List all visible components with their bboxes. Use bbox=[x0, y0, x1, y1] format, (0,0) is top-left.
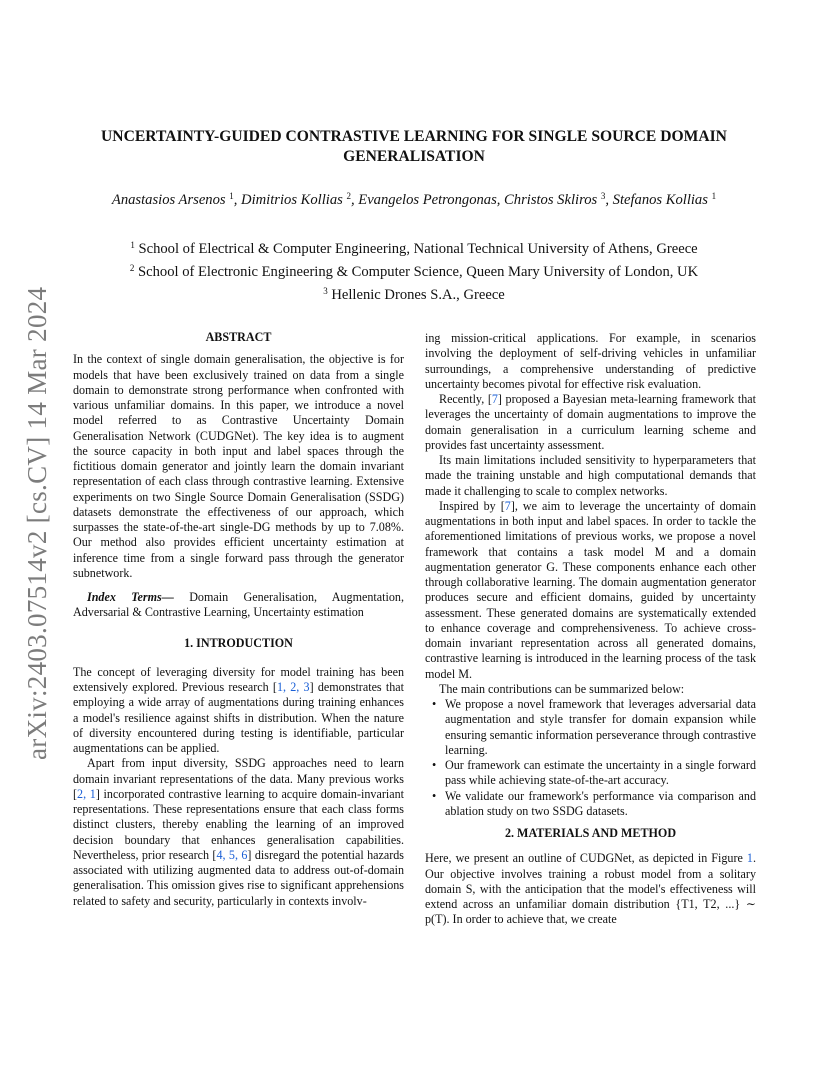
text-run: ] demonstrates that employing a wide array of augmentations during training enhances a model's resilience against shifts in distribution. When the nature of diversity encountered during testing is identifiable, particular augmentations can be applied. bbox=[73, 680, 404, 755]
paper-title bbox=[60, 127, 768, 167]
text-run: ], we aim to leverage the uncertainty of domain augmentations in both input and label spaces. In order to tackle the aforementioned limitations of previous works, we propose a novel framework that contains a task model M and a domain augmentation generator G. These components enhance each other through collaborative learning. The domain augmentation generator produces secure and efficient domains, guided by uncertainty assessment. These generated domains are systematically extended to enhance coverage and comprehensiveness. To achieve cross-domain invariant representation across all generated domains, contrastive learning is introduced in the learning process of the task model M. bbox=[425, 498, 756, 681]
intro-paragraph-6 bbox=[425, 499, 756, 682]
contributions-intro: The main contributions can be summarized below: bbox=[439, 681, 685, 696]
citation-link[interactable]: 2, 1 bbox=[77, 786, 96, 801]
list-item: • Our framework can estimate the uncertainty in a single forward pass while achieving state-of-the-art accuracy. bbox=[445, 758, 756, 789]
text-run: The concept of leveraging diversity for model training has been extensively explored. Previous research [ bbox=[73, 664, 404, 694]
text-run: Recently, [ bbox=[439, 392, 492, 406]
author-name: , Evangelos Petrongonas, Christos Skliros bbox=[350, 192, 598, 208]
citation-link[interactable]: 7 bbox=[504, 498, 511, 513]
affil-mark: 2 bbox=[129, 263, 135, 273]
author-affil-mark: 3 bbox=[600, 191, 606, 201]
list-item: • We validate our framework's performance via comparison and ablation study on two SSDG datasets. bbox=[445, 789, 756, 820]
affiliation-1 bbox=[60, 236, 768, 259]
list-item: • We propose a novel framework that leverages adversarial data augmentation and style transfer for domain expansion while ensuring semantic information perseverance through contrastive learning. bbox=[445, 697, 756, 758]
right-column bbox=[425, 331, 756, 928]
arxiv-identifier-stamp: arXiv:2403.07514v2 [cs.CV] 14 Mar 2024 bbox=[22, 286, 52, 760]
section-heading-materials-method: 2. MATERIALS AND METHOD bbox=[504, 826, 677, 840]
title-line-2: GENERALISATION bbox=[343, 148, 485, 165]
affiliation-2 bbox=[60, 259, 768, 282]
text-run: Apart from input diversity, SSDG approaches need to learn domain invariant representations of the data. Many previous works [ bbox=[73, 756, 404, 801]
contributions-list bbox=[425, 697, 756, 819]
text-run: ] incorporated contrastive learning to acquire domain-invariant representations. These representations ensure that each class forms distinct clusters, thereby enabling the learning of an improved decision boundary that enhances generalisation capabilities. Nevertheless, prior research [ bbox=[73, 786, 404, 862]
author-list bbox=[60, 187, 768, 209]
affil-text: School of Electronic Engineering & Computer Science, Queen Mary University of London, UK bbox=[134, 264, 699, 280]
citation-link[interactable]: 4, 5, 6 bbox=[216, 847, 248, 862]
left-column bbox=[73, 330, 404, 909]
text-run: . Our objective involves training a robust model from a solitary domain S, with the anticipation that the model's effectiveness will extend across an unfamiliar domain distribution {T1, T2, ...} ∼ p(T). In order to achieve that, we create bbox=[425, 851, 756, 927]
author-affil-mark: 1 bbox=[229, 191, 234, 201]
affil-mark: 3 bbox=[323, 286, 328, 296]
figure-link[interactable]: 1 bbox=[746, 851, 753, 866]
text-run: Inspired by [ bbox=[439, 498, 505, 513]
affiliation-3 bbox=[60, 282, 768, 305]
author-name: , Dimitrios Kollias bbox=[233, 192, 343, 208]
author-affil-mark: 2 bbox=[346, 191, 351, 201]
intro-paragraph-3: ing mission-critical applications. For example, in scenarios involving the deployment of self-driving vehicles in unfamiliar surroundings, a comprehensive understanding of predictive uncertainty becomes pivotal for effective risk evaluation. bbox=[425, 331, 756, 391]
abstract-text: In the context of single domain generalisation, the objective is for models that have been exclusively trained on data from a single domain to demonstrate strong performance when confronted with various unfamiliar domains. In this paper, we introduce a novel model referred to as Contrastive Uncertainty Domain Generalisation Network (CUDGNet). The key idea is to augment the source capacity in both input and label spaces through the fictitious domain generator and jointly learn the domain invariant representation of each class through contrastive learning. Extensive experiments on two Single Source Domain Generalisation (SSDG) datasets demonstrate the effectiveness of our approach, which surpasses the state-of-the-art single-DG methods by up to 7.08%. Our method also provides efficient uncertainty estimation at inference time from a single forward pass through the generator subnetwork. bbox=[73, 352, 404, 580]
section-heading-introduction: 1. INTRODUCTION bbox=[184, 635, 293, 650]
intro-paragraph-5: Its main limitations included sensitivity to hyperparameters that made the training unstable and high computational demands that made it challenging to scale to complex networks. bbox=[425, 453, 756, 498]
citation-link[interactable]: 7 bbox=[491, 392, 498, 406]
affil-text: Hellenic Drones S.A., Greece bbox=[327, 287, 505, 303]
index-terms-label: Index Terms— bbox=[87, 590, 174, 604]
citation-link[interactable]: 1, 2, 3 bbox=[276, 680, 310, 694]
method-paragraph-1 bbox=[425, 851, 756, 927]
title-line-1: UNCERTAINTY-GUIDED CONTRASTIVE LEARNING FOR SINGLE SOURCE DOMAIN bbox=[101, 128, 727, 145]
author-name: Anastasios Arsenos bbox=[111, 192, 226, 208]
text-run: ] proposed a Bayesian meta-learning framework that leverages the uncertainty of domain augmentations to improve the domain generalisation in a curriculum learning scheme and provides fast uncertainty assessment. bbox=[425, 392, 756, 452]
affil-text: School of Electrical & Computer Engineering, National Technical University of Athens, Greece bbox=[134, 241, 698, 257]
intro-paragraph-1 bbox=[73, 665, 404, 757]
author-affil-mark: 1 bbox=[711, 191, 717, 201]
affil-mark: 1 bbox=[130, 240, 135, 250]
affiliation-list bbox=[60, 236, 768, 305]
index-terms bbox=[73, 590, 404, 621]
abstract-heading: ABSTRACT bbox=[205, 330, 272, 344]
intro-paragraph-4 bbox=[425, 392, 756, 453]
text-run: ] disregard the potential hazards associated with utilizing augmented data to address out-of-domain generalisation. This omission gives rise to significant apprehensions related to safety and security, particularly in contexts involv- bbox=[73, 847, 405, 908]
intro-paragraph-2 bbox=[73, 756, 404, 909]
index-terms-text: Domain Generalisation, Augmentation, Adversarial & Contrastive Learning, Uncertainty estimation bbox=[73, 590, 404, 620]
text-run: Here, we present an outline of CUDGNet, as depicted in Figure bbox=[425, 851, 747, 866]
author-name: , Stefanos Kollias bbox=[605, 192, 708, 208]
